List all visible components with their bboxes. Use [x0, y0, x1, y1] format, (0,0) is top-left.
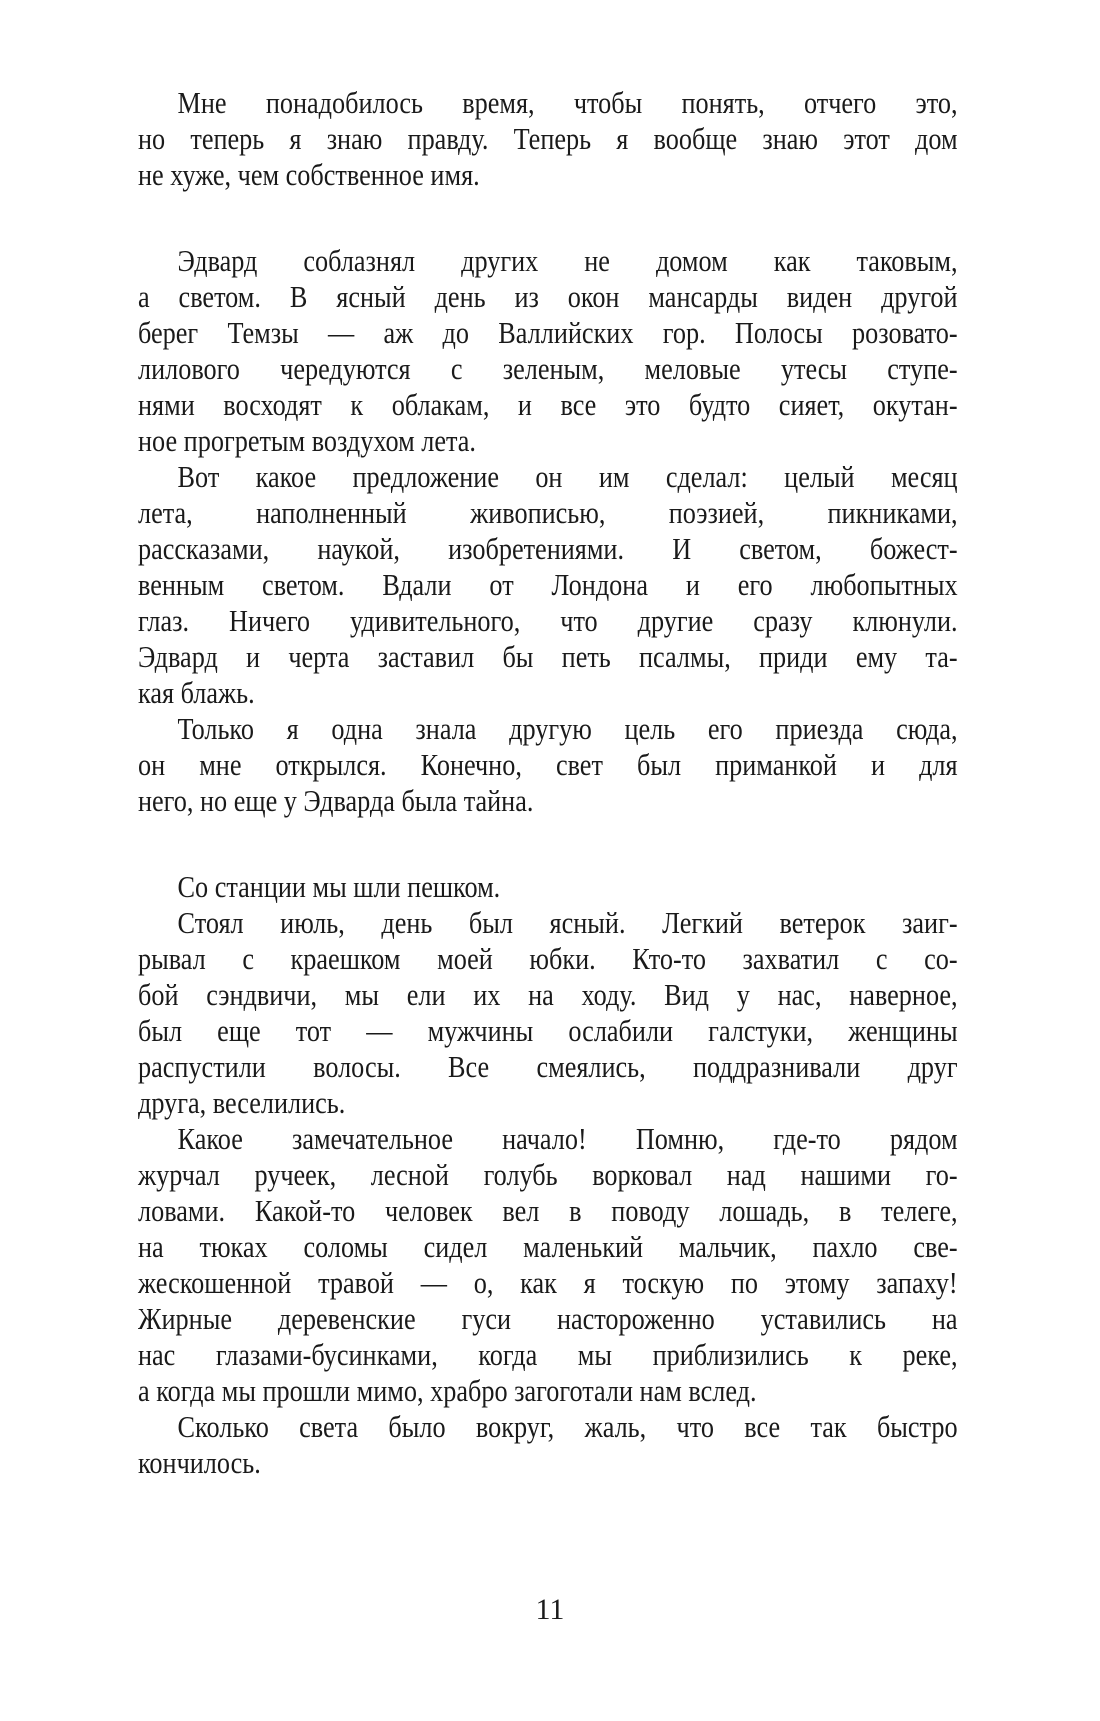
text-line: берег Темзы — аж до Валлийских гор. Полосы розовато- [138, 316, 958, 350]
text-line: Вот какое предложение он им сделал: целый месяц [177, 460, 958, 494]
text-line: ное прогретым воздухом лета. [138, 424, 476, 458]
text-line: ловами. Какой-то человек вел в поводу лошадь, в телеге, [138, 1194, 958, 1228]
text-line: журчал ручеек, лесной голубь ворковал над нашими го- [138, 1158, 958, 1192]
text-line: нас глазами-бусинками, когда мы приблизились к реке, [138, 1338, 958, 1372]
text-line: но теперь я знаю правду. Теперь я вообще знаю этот дом [138, 122, 958, 156]
text-line: Сколько света было вокруг, жаль, что все так быстро [177, 1410, 958, 1444]
text-line: рывал с краешком моей юбки. Кто-то захватил с со- [138, 942, 958, 976]
text-line: венным светом. Вдали от Лондона и его любопытных [138, 568, 958, 602]
text-line: глаз. Ничего удивительного, что другие сразу клюнули. [138, 604, 958, 638]
text-line: кая блажь. [138, 676, 255, 710]
text-line: лета, наполненный живописью, поэзией, пикниками, [138, 496, 958, 530]
text-line: он мне открылся. Конечно, свет был приманкой и для [138, 748, 958, 782]
text-line: нями восходят к облакам, и все это будто сияет, окутан- [138, 388, 958, 422]
text-line: лилового чередуются с зеленым, меловые утесы ступе- [138, 352, 958, 386]
text-line: Со станции мы шли пешком. [177, 870, 501, 904]
text-line: Жирные деревенские гуси настороженно уставились на [138, 1302, 958, 1336]
text-line: Эдвард соблазнял других не домом как таковым, [177, 244, 958, 278]
text-line: жескошенной травой — о, как я тоскую по этому запаху! [138, 1266, 958, 1300]
text-line: рассказами, наукой, изобретениями. И светом, божест- [138, 532, 958, 566]
text-line: друга, веселились. [138, 1086, 346, 1120]
text-line: Эдвард и черта заставил бы петь псалмы, приди ему та- [138, 640, 958, 674]
text-line: Мне понадобилось время, чтобы понять, отчего это, [177, 86, 958, 120]
text-line: а когда мы прошли мимо, храбро загоготали нам вслед. [138, 1374, 757, 1408]
page-number: 11 [535, 1593, 565, 1626]
text-line: бой сэндвичи, мы ели их на ходу. Вид у нас, наверное, [138, 978, 958, 1012]
text-line: а светом. В ясный день из окон мансарды виден другой [138, 280, 958, 314]
text-line: Только я одна знала другую цель его приезда сюда, [177, 712, 958, 746]
text-line: Стоял июль, день был ясный. Легкий ветерок заиг- [177, 906, 958, 940]
text-line: распустили волосы. Все смеялись, поддразнивали друг [138, 1050, 958, 1084]
text-line: на тюках соломы сидел маленький мальчик, пахло све- [138, 1230, 958, 1264]
text-line: был еще тот — мужчины ослабили галстуки, женщины [138, 1014, 958, 1048]
text-line: кончилось. [138, 1446, 261, 1480]
text-line: него, но еще у Эдварда была тайна. [138, 784, 534, 818]
text-line: Какое замечательное начало! Помню, где-то рядом [177, 1122, 958, 1156]
text-line: не хуже, чем собственное имя. [138, 158, 480, 192]
